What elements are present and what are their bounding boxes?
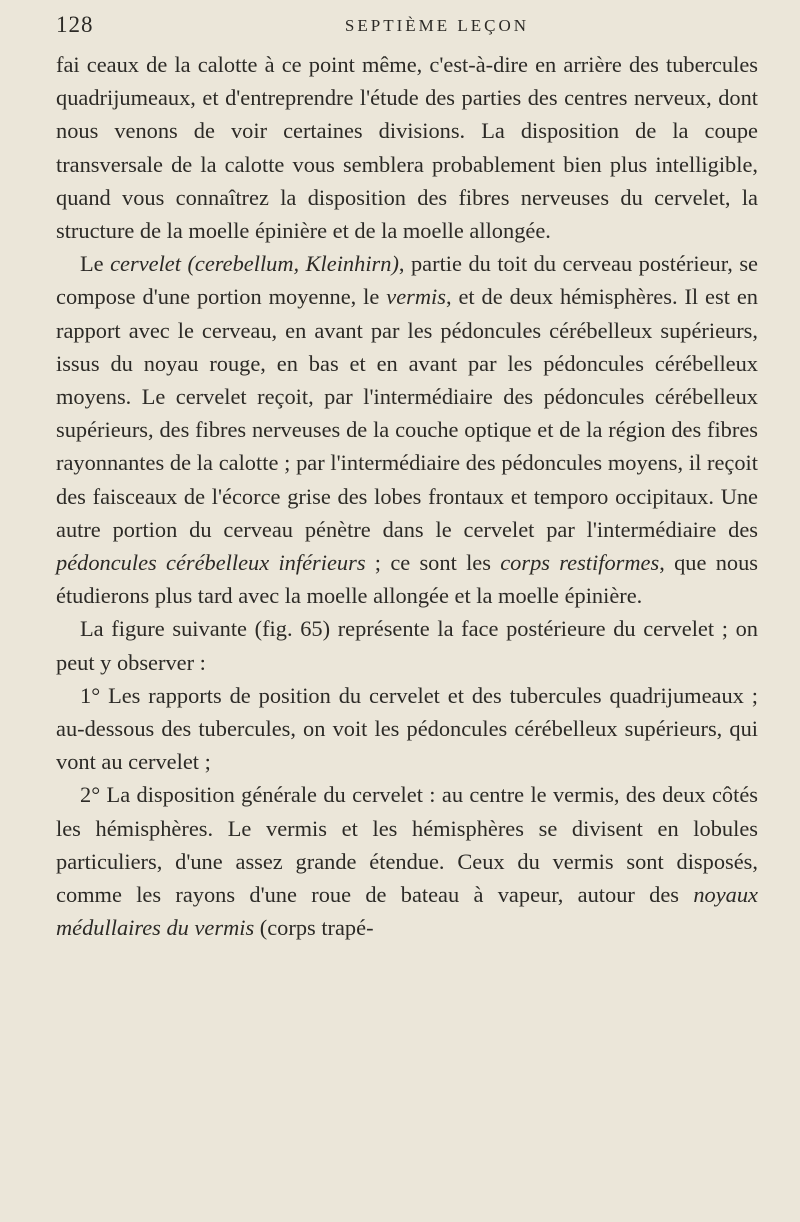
page-number: 128 bbox=[56, 12, 94, 37]
paragraph: Le cervelet (cerebellum, Kleinhirn), partie du toit du cerveau postérieur, se compose d'une portion moyenne, le vermis, et de deux hémisphères. Il est en rapport avec le cerveau, en avant par les pédoncules cérébelleux supérieurs, issus du noyau rouge, en bas et en avant par les pédoncules cérébelleux moyens. Le cervelet reçoit, par l'intermédiaire des pédoncules cérébelleux supérieurs, des fibres nerveuses de la couche optique et de la région des fibres rayonnantes de la calotte ; par l'intermédiaire des pédoncules moyens, il reçoit des faisceaux de l'écorce grise des lobes frontaux et temporo occipitaux. Une autre portion du cerveau pénètre dans le cervelet par l'intermédiaire des pédoncules cérébelleux inférieurs ; ce sont les corps restiformes, que nous étudierons plus tard avec la moelle allongée et la moelle épinière. bbox=[56, 251, 758, 609]
list-item: 1° Les rapports de position du cervelet et des tubercules quadrijumeaux ; au-dessous des tubercules, on voit les pédoncules cérébelleux supérieurs, qui vont au cervelet ; bbox=[56, 682, 758, 775]
page-header bbox=[56, 12, 758, 42]
italic-term: corps restiformes bbox=[500, 550, 660, 576]
running-title: SEPTIÈME LEÇON bbox=[344, 16, 530, 35]
list-item: 2° La disposition générale du cervelet : au centre le vermis, des deux côtés les hémisphères. Le vermis et les hémisphères se divisent en lobules particuliers, d'une assez grande étendue. Ceux du vermis sont disposés, comme les rayons d'une roue de bateau à vapeur, autour des noyaux médullaires du vermis (corps trapé- bbox=[56, 782, 758, 941]
italic-term: noyaux médullaires du vermis bbox=[56, 882, 758, 941]
paragraph: La figure suivante (fig. 65) représente la face postérieure du cervelet ; on peut y observer : bbox=[56, 616, 758, 675]
body-text bbox=[56, 48, 758, 944]
italic-term: cervelet (cerebellum, Kleinhirn) bbox=[110, 251, 399, 277]
paragraph: fai ceaux de la calotte à ce point même, c'est-à-dire en arrière des tubercules quadrijumeaux, et d'entreprendre l'étude des parties des centres nerveux, dont nous venons de voir certaines divisions. La disposition de la coupe transversale de la calotte vous semblera probablement bien plus intelligible, quand vous connaîtrez la disposition des fibres nerveuses du cervelet, la structure de la moelle épinière et de la moelle allongée. bbox=[56, 52, 758, 244]
italic-term: vermis bbox=[386, 284, 446, 310]
italic-term: pédoncules cérébelleux inférieurs bbox=[56, 550, 366, 576]
